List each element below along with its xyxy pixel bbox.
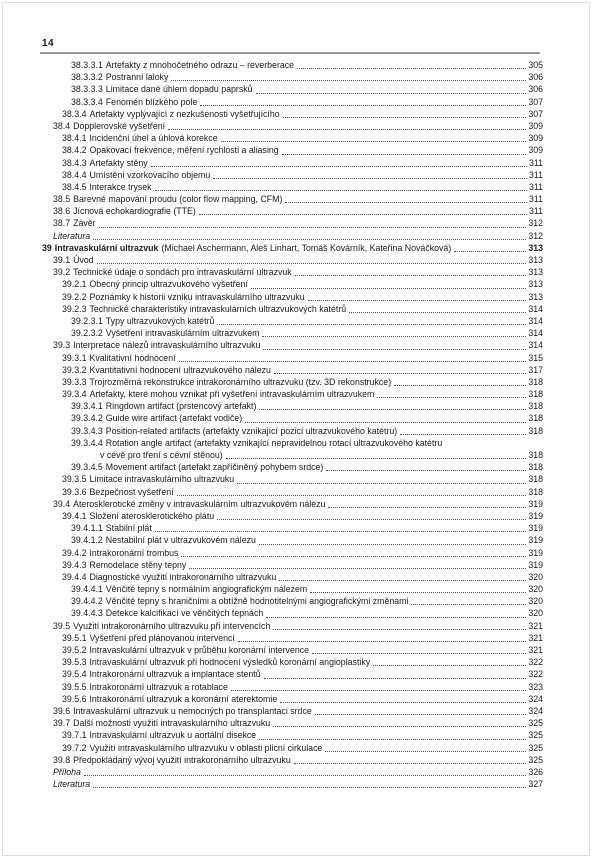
dotted-leader: [454, 251, 526, 252]
toc-entry-number: 39.2: [53, 267, 71, 278]
toc-entry-number: 38.4.4: [62, 169, 87, 180]
toc-page-number: 319: [528, 510, 543, 521]
toc-page-number: 313: [528, 255, 543, 265]
toc-entry-number: 39.2.3.2: [71, 328, 103, 339]
toc-entry-number: 38.3.3.4: [71, 96, 103, 107]
dotted-leader: [263, 349, 526, 350]
toc-entry-number: 38.4.1: [62, 133, 87, 144]
toc-page-number: 311: [528, 157, 543, 168]
toc-entry-label: Bezpečnost vyšetření: [89, 486, 174, 497]
toc-entry: [42, 644, 543, 656]
toc-entry: [42, 412, 543, 424]
toc-entry-label: Intrakoronární ultrazvuk a implantace stentů: [89, 669, 261, 680]
toc-entry-number: 39.2.1: [62, 279, 87, 290]
toc-page-number: 322: [528, 657, 543, 668]
toc-entry: [42, 522, 543, 534]
toc-entry-label: Intravaskulární ultrazvuk u aortální disekce: [89, 730, 257, 741]
toc-entry-number: 39.2.3: [62, 303, 87, 314]
toc-entry-number: 39.6: [53, 705, 71, 716]
toc-entry-number: 39.7.1: [62, 730, 87, 741]
header-rule: [40, 52, 540, 54]
toc-entry-label: Artefakty vyplývající z nezkušenosti vyšetřujícího: [89, 108, 280, 119]
toc-entry-number: 38.4.2: [62, 145, 87, 156]
toc-entry-number: 39.3.3: [62, 376, 87, 387]
dotted-leader: [155, 531, 527, 532]
toc-page-number: 306: [528, 72, 543, 83]
dotted-leader: [259, 409, 526, 410]
toc-page-number: 323: [528, 681, 543, 692]
toc-page-number: 313: [528, 267, 543, 278]
toc-entry-number: 39.5.2: [62, 645, 87, 655]
dotted-leader: [295, 275, 527, 276]
toc-entry: [42, 595, 543, 607]
table-of-contents: [42, 59, 543, 790]
toc-entry-label: Aterosklerotické změny v intravaskulárním ultrazvukovém nálezu: [73, 498, 326, 509]
dotted-leader: [237, 483, 526, 484]
toc-entry-label: Předpokládaný vývoj využití intrakoronárního ultrazvuku: [73, 754, 291, 765]
toc-entry-number: 38.7: [53, 218, 71, 229]
toc-page-number: 309: [528, 120, 543, 131]
toc-entry-number: 39.7.2: [62, 742, 87, 753]
toc-page-number: 306: [528, 84, 543, 95]
toc-entry-number: 39.4.2: [62, 547, 87, 558]
toc-entry: [42, 705, 543, 717]
toc-page-number: 314: [528, 315, 543, 326]
toc-entry: [42, 547, 543, 559]
toc-entry: [42, 473, 543, 485]
dotted-leader: [262, 336, 526, 337]
toc-page-number: 319: [528, 547, 543, 558]
toc-entry-number: 39.3.2: [62, 364, 87, 375]
toc-entry-label: Intravaskulární ultrazvuk: [54, 242, 159, 253]
toc-page-number: 319: [528, 535, 543, 546]
dotted-leader: [251, 288, 526, 289]
dotted-leader: [328, 507, 526, 508]
toc-entry-number: 38.4: [53, 120, 71, 131]
toc-entry-label: Složení aterosklerotického plátu: [89, 510, 215, 521]
toc-entry: [42, 144, 543, 156]
toc-page-number: 314: [528, 328, 543, 339]
toc-entry: [42, 583, 543, 595]
toc-entry-label: Remodelace stěny tepny: [89, 559, 187, 570]
toc-entry-label: Fenomén blízkého pole: [105, 96, 198, 107]
toc-page-number: 325: [528, 730, 543, 741]
toc-entry-label: Kvantitativní hodnocení ultrazvukového nálezu: [89, 364, 271, 375]
toc-entry-label: Nestabilní plát v ultrazvukovém nálezu: [105, 535, 256, 546]
toc-entry-label: Ringdown artifact (prstencový artefakt): [105, 401, 257, 412]
toc-entry-label: Další možnosti využití intravaskulárního ultrazvuku: [73, 718, 271, 729]
toc-entry-number: 39.5.1: [62, 632, 87, 643]
dotted-leader: [238, 641, 526, 642]
dotted-leader: [200, 105, 526, 106]
toc-entry-label: Intrakoronární ultrazvuk a koronární aterektomie: [89, 693, 278, 704]
toc-page-number: 317: [528, 364, 543, 375]
dotted-leader: [231, 690, 526, 691]
toc-entry-label: Intravaskulární ultrazvuk u nemocných po transplantaci srdce: [73, 705, 312, 716]
toc-entry-label: Příloha: [53, 766, 81, 777]
dotted-leader: [394, 385, 526, 386]
toc-page-number: 318: [528, 425, 543, 436]
dotted-leader: [349, 312, 526, 313]
toc-entry: [42, 461, 543, 473]
toc-entry-label: Interpretace nálezů intravaskulárního ultrazvuku: [73, 340, 261, 351]
dotted-leader: [151, 166, 527, 167]
toc-entry: [42, 742, 543, 754]
toc-page-number: 322: [528, 669, 543, 680]
toc-entry: [42, 510, 543, 522]
toc-entry: [42, 693, 543, 705]
toc-page-number: 319: [528, 559, 543, 570]
dotted-leader: [97, 263, 527, 264]
toc-entry: [42, 157, 543, 169]
toc-entry-number: 39.4.1.2: [71, 535, 103, 546]
toc-entry-label: Limitace intravaskulárního ultrazvuku: [89, 474, 235, 485]
toc-entry-number: 39.3.1: [62, 352, 87, 363]
toc-entry: [42, 486, 543, 498]
toc-page-number: 307: [528, 108, 543, 119]
dotted-leader: [226, 458, 527, 459]
dotted-leader: [411, 604, 526, 605]
toc-entry: [42, 607, 543, 619]
toc-page-number: 320: [528, 571, 543, 582]
dotted-leader: [326, 470, 526, 471]
toc-entry-number: 38.5: [53, 194, 71, 205]
toc-page-number: 318: [528, 486, 543, 497]
toc-entry-label: Intravaskulární ultrazvuk v průběhu koronární intervence: [89, 645, 310, 655]
toc-page-number: 324: [528, 705, 543, 716]
toc-entry-label: Typy ultrazvukových katétrů: [105, 315, 215, 326]
toc-entry-label: Detekce kalcifikací ve věnčitých tepnách: [105, 608, 264, 619]
dotted-leader: [245, 422, 526, 423]
toc-page-number: 318: [528, 376, 543, 387]
toc-entry-label: Poznámky k historii vzniku intravaskulárního ultrazvuku: [89, 291, 305, 302]
toc-entry-label: v cévě pro tření s cévní stěnou): [100, 450, 223, 460]
page-number-header: 14: [42, 38, 55, 49]
toc-entry-number: 39.3.4.5: [71, 462, 103, 473]
toc-page-number: 318: [528, 474, 543, 485]
toc-entry: [42, 303, 543, 315]
dotted-leader: [285, 202, 527, 203]
toc-entry-number: 38.3.3.1: [71, 60, 103, 70]
toc-page-number: 319: [528, 498, 543, 509]
toc-page-number: 326: [528, 766, 543, 777]
toc-entry: [42, 656, 543, 668]
dotted-leader: [310, 592, 526, 593]
toc-entry-number: 38.3.3.3: [71, 84, 103, 95]
dotted-leader: [221, 141, 527, 142]
dotted-leader: [99, 227, 527, 228]
toc-entry: [42, 242, 543, 254]
toc-entry-label: Guide wire artifact (artefakt vodiče): [105, 413, 243, 424]
toc-entry-authors: (Michael Aschermann, Aleš Linhart, Tomáš Kovárník, Kateřina Nováčková): [161, 242, 452, 253]
toc-entry: [42, 681, 543, 693]
toc-entry-label: Technické charakteristiky intravaskulárních ultrazvukových katétrů: [89, 303, 347, 314]
toc-entry-number: 39.4.4: [62, 571, 87, 582]
toc-page-number: 311: [528, 181, 543, 192]
toc-page-number: 321: [528, 645, 543, 655]
toc-entry-label: Vyšetření před plánovanou intervencí: [89, 632, 235, 643]
toc-entry-number: 39.5.3: [62, 657, 87, 668]
toc-entry: [42, 71, 543, 83]
toc-entry-label: Diagnostické využití intrakoronárního ultrazvuku: [89, 571, 277, 582]
toc-entry-label: Literatura: [53, 230, 91, 241]
toc-entry-label: Opakovací frekvence, měření rychlosti a aliasing: [89, 145, 279, 156]
toc-entry-label: Artefakty, které mohou vznikat při vyšetření intravaskulárním ultrazvukem: [89, 389, 375, 400]
toc-entry-label: Umístění vzorkovacího objemu: [89, 169, 211, 180]
toc-page-number: 325: [528, 754, 543, 765]
toc-entry: [42, 449, 543, 461]
toc-page-number: 325: [528, 742, 543, 753]
toc-entry: [42, 205, 543, 217]
toc-entry: [42, 376, 543, 388]
dotted-leader: [259, 544, 526, 545]
dotted-leader: [325, 751, 526, 752]
toc-entry-number: 39.4.3: [62, 559, 87, 570]
toc-entry: [42, 291, 543, 303]
toc-entry-label: Věnčité tepny s hraničními a obtížně hodnotitelnými angiografickými změnami: [105, 596, 409, 607]
toc-entry-label: Úvod: [73, 255, 94, 265]
toc-page-number: 318: [528, 413, 543, 424]
toc-entry-label: Intravaskulární ultrazvuk při hodnocení výsledků koronární angioplastiky: [89, 657, 371, 668]
dotted-leader: [84, 775, 526, 776]
toc-entry-number: 39.3.5: [62, 474, 87, 485]
toc-entry-number: 39.3.4.3: [71, 425, 103, 436]
toc-entry: [42, 571, 543, 583]
dotted-leader: [315, 714, 527, 715]
toc-entry-number: 38.3.4: [62, 108, 87, 119]
toc-entry: [42, 766, 543, 778]
toc-entry-number: 39.3.4: [62, 389, 87, 400]
toc-page-number: 313: [528, 291, 543, 302]
toc-entry: [42, 315, 543, 327]
toc-page-number: 318: [528, 401, 543, 412]
toc-entry-number: 39: [42, 242, 52, 253]
dotted-leader: [155, 190, 527, 191]
toc-entry-number: 39.4.4.3: [71, 608, 103, 619]
toc-entry: [42, 59, 543, 71]
toc-entry-label: Stabilní plát: [105, 523, 152, 534]
toc-entry: [42, 498, 543, 510]
toc-entry-label: Kvalitativní hodnocení: [89, 352, 176, 363]
toc-entry: [42, 778, 543, 790]
toc-page-number: 319: [528, 523, 543, 534]
toc-entry: [42, 729, 543, 741]
dotted-leader: [297, 68, 526, 69]
dotted-leader: [264, 678, 527, 679]
toc-entry: [42, 717, 543, 729]
toc-entry-label: Využití intrakoronárního ultrazvuku při intervencích: [73, 620, 271, 631]
dotted-leader: [294, 763, 527, 764]
toc-entry-number: 39.3.4.2: [71, 413, 103, 424]
toc-entry: [42, 339, 543, 351]
dotted-leader: [179, 361, 527, 362]
dotted-leader: [312, 653, 526, 654]
toc-entry: [42, 96, 543, 108]
toc-entry-label: Vyšetření intravaskulárním ultrazvukem: [105, 328, 260, 339]
dotted-leader: [217, 519, 526, 520]
toc-entry-label: Intrakoronární ultrazvuk a rotablace: [89, 681, 228, 692]
toc-entry: [42, 559, 543, 571]
toc-entry: [42, 620, 543, 632]
toc-page-number: 325: [528, 718, 543, 729]
toc-page-number: 309: [528, 133, 543, 144]
toc-entry: [42, 352, 543, 364]
toc-entry: [42, 254, 543, 266]
toc-entry: [42, 108, 543, 120]
toc-page-number: 311: [528, 169, 543, 180]
toc-entry-number: 38.4.3: [62, 157, 87, 168]
toc-entry-label: Obecný princip ultrazvukového vyšetření: [89, 279, 248, 290]
dotted-leader: [377, 397, 526, 398]
toc-entry-number: 39.3.4.1: [71, 401, 103, 412]
dotted-leader: [279, 580, 526, 581]
toc-page-number: 320: [528, 596, 543, 607]
toc-entry-number: 39.3.4.4: [71, 437, 103, 448]
toc-entry: [42, 278, 543, 290]
dotted-leader: [168, 129, 526, 130]
toc-entry: [42, 364, 543, 376]
toc-entry-label: Trojrozměrná rekonstrukce intrakoronárního ultrazvuku (tzv. 3D rekonstrukce): [89, 376, 392, 387]
toc-entry-number: 39.5.6: [62, 693, 87, 704]
toc-entry-label: Position-related artifacts (artefakty vznikající pozicí ultrazvukového katétru): [105, 425, 398, 436]
toc-page-number: 318: [528, 389, 543, 400]
toc-entry-label: Movement artifact (artefakt zapříčiněný pohybem srdce): [105, 462, 324, 473]
toc-entry-label: Věnčité tepny s normálním angiografickým nálezem: [105, 584, 308, 595]
toc-entry: [42, 193, 543, 205]
dotted-leader: [282, 154, 527, 155]
toc-entry: [42, 169, 543, 181]
toc-entry-label: Limitace dané úhlem dopadu paprsků: [105, 84, 253, 95]
toc-entry-number: 39.3.6: [62, 486, 87, 497]
dotted-leader: [273, 726, 526, 727]
toc-entry: [42, 266, 543, 278]
dotted-leader: [171, 80, 526, 81]
dotted-leader: [256, 93, 527, 94]
toc-entry: [42, 120, 543, 132]
toc-entry-label: Intrakoronární trombus: [89, 547, 179, 558]
dotted-leader: [93, 239, 526, 240]
toc-entry-number: 38.6: [53, 206, 71, 217]
dotted-leader: [93, 787, 526, 788]
toc-entry-number: 39.5: [53, 620, 71, 631]
toc-entry-label: Jícnová echokardiografie (TTE): [73, 206, 196, 217]
dotted-leader: [274, 373, 526, 374]
toc-entry: [42, 400, 543, 412]
toc-entry-label: Dopplerovské vyšetření: [73, 120, 166, 131]
toc-entry-label: Využití intravaskulárního ultrazvuku v oblasti plicní cirkulace: [89, 742, 323, 753]
toc-entry-number: 39.5.5: [62, 681, 87, 692]
toc-entry-label: Literatura: [53, 779, 91, 790]
toc-entry-number: 39.4.4.1: [71, 584, 103, 595]
dotted-leader: [283, 117, 527, 118]
toc-entry-number: 39.4: [53, 498, 71, 509]
toc-entry: [42, 83, 543, 95]
toc-entry-label: Závěr: [73, 218, 96, 229]
toc-entry-label: Postranní laloky: [105, 72, 169, 83]
toc-entry: [42, 230, 543, 242]
dotted-leader: [280, 702, 526, 703]
toc-entry: [42, 425, 543, 437]
toc-page-number: 313: [528, 279, 543, 290]
toc-page-number: 314: [528, 340, 543, 351]
toc-page-number: 311: [528, 206, 543, 217]
toc-entry-label: Artefakty z mnohočetného odrazu – reverberace: [105, 60, 295, 70]
dotted-leader: [217, 324, 526, 325]
toc-entry-label: Barevné mapování proudu (color flow mapping, CFM): [73, 194, 283, 205]
toc-page-number: 312: [528, 230, 543, 241]
toc-entry-number: 39.2.2: [62, 291, 87, 302]
toc-entry-label: Technické údaje o sondách pro intravaskulární ultrazvuk: [73, 267, 292, 278]
toc-page-number: 321: [528, 632, 543, 643]
dotted-leader: [213, 178, 527, 179]
toc-page-number: 324: [528, 693, 543, 704]
dotted-leader: [273, 629, 526, 630]
toc-entry-label: Interakce trysek: [89, 181, 152, 192]
toc-page-number: 318: [528, 450, 543, 460]
toc-entry: [42, 668, 543, 680]
toc-entry-number: 39.4.1: [62, 510, 87, 521]
dotted-leader: [189, 568, 526, 569]
toc-entry-number: 39.3: [53, 340, 71, 351]
toc-entry-label: Incidenční úhel a úhlová korekce: [89, 133, 218, 144]
toc-page-number: 318: [528, 462, 543, 473]
dotted-leader: [400, 434, 526, 435]
dotted-leader: [199, 214, 527, 215]
toc-page-number: 320: [528, 608, 543, 619]
toc-entry: [42, 632, 543, 644]
toc-page-number: 321: [528, 620, 543, 631]
toc-entry: [42, 534, 543, 546]
toc-entry-number: 39.5.4: [62, 669, 87, 680]
toc-entry-number: 38.3.3.2: [71, 72, 103, 83]
toc-entry: [42, 327, 543, 339]
toc-page-number: 313: [528, 242, 543, 253]
toc-page-number: 309: [528, 145, 543, 156]
toc-entry-number: 39.4.4.2: [71, 596, 103, 607]
toc-page-number: 327: [528, 779, 543, 790]
toc-entry-number: 39.2.3.1: [71, 315, 103, 326]
dotted-leader: [308, 300, 527, 301]
toc-entry: [42, 754, 543, 766]
toc-page-number: 307: [528, 96, 543, 107]
dotted-leader: [177, 495, 527, 496]
toc-page-number: 305: [528, 60, 543, 70]
toc-entry-number: 39.7: [53, 718, 71, 729]
toc-entry-label: Rotation angle artifact (artefakty vznikající nepravidelnou rotací ultrazvukového katétru: [105, 437, 443, 448]
dotted-leader: [373, 665, 526, 666]
dotted-leader: [181, 556, 526, 557]
toc-page-number: 315: [528, 352, 543, 363]
toc-entry: [42, 388, 543, 400]
toc-entry-number: 38.4.5: [62, 181, 87, 192]
toc-entry-number: 39.1: [53, 255, 71, 265]
toc-entry: [42, 132, 543, 144]
toc-entry-number: 39.8: [53, 754, 71, 765]
dotted-leader: [266, 617, 526, 618]
toc-entry-number: 39.4.1.1: [71, 523, 103, 534]
toc-page-number: 311: [528, 194, 543, 205]
toc-entry-label: Artefakty stěny: [89, 157, 148, 168]
toc-page-number: 312: [528, 218, 543, 229]
toc-entry: [42, 217, 543, 229]
toc-entry: [42, 437, 543, 449]
dotted-leader: [259, 739, 526, 740]
toc-entry: [42, 181, 543, 193]
toc-page-number: 320: [528, 584, 543, 595]
toc-page-number: 314: [528, 303, 543, 314]
